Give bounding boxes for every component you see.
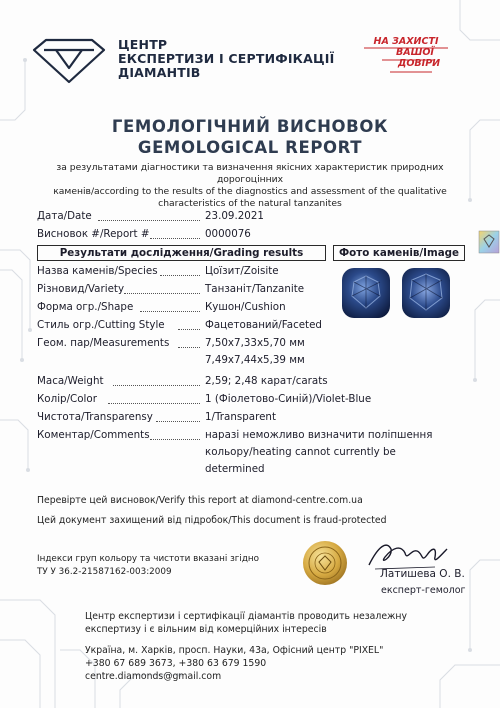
org-line-1: ЦЕНТР: [118, 37, 168, 52]
species-value: Цоїзит/Zoisite: [205, 265, 279, 277]
protect-line-2: ВАШОЇ: [396, 47, 434, 58]
report-title-en: GEMOLOGICAL REPORT: [137, 138, 363, 157]
weight-label: Маса/Weight: [37, 375, 104, 387]
address-email: centre.diamonds@gmail.com: [85, 671, 222, 682]
shape-value: Кушон/Cushion: [205, 301, 286, 313]
protect-line-3: ДОВІРИ: [397, 58, 441, 69]
variety-label: Різновид/Variety: [37, 283, 125, 295]
org-line-3: ДІАМАНТІВ: [118, 65, 201, 80]
color-dots: [108, 403, 200, 404]
measurements-value-1: 7,50x7,33x5,70 мм: [205, 337, 305, 349]
protect-line-1: НА ЗАХИСТІ: [373, 36, 439, 47]
weight-dots: [113, 385, 200, 386]
species-dots: [160, 275, 200, 276]
signer-role: експерт-гемолог: [381, 585, 466, 596]
org-line-2: ЕКСПЕРТИЗИ І СЕРТИФІКАЦІЇ: [118, 51, 335, 66]
tanzanite-stone-2-image: [398, 264, 454, 322]
measurements-value-2: 7,49x7,44x5,39 мм: [205, 354, 305, 366]
weight-value: 2,59; 2,48 карат/carats: [205, 375, 328, 387]
signer-name: Латишева О. В.: [380, 568, 465, 580]
address-line-1: Україна, м. Харків, просп. Науки, 43а, Офісний центр "PIXEL": [85, 645, 384, 656]
clarity-value: 1/Transparent: [205, 411, 276, 423]
fraud-protected-note: Цей документ захищений від підробок/This document is fraud-protected: [37, 515, 387, 526]
verify-note: Перевірте цей висновок/Verify this report at diamond-centre.com.ua: [37, 495, 363, 506]
clarity-dots: [156, 421, 200, 422]
clarity-label: Чистота/Transparensy: [37, 411, 153, 423]
variety-dots: [124, 293, 200, 294]
subtitle-line-3: characteristics of the natural tanzanites: [158, 198, 342, 209]
gold-seal-icon: [300, 538, 350, 588]
hologram-sticker-icon: [478, 230, 500, 254]
cutting-style-label: Стиль огр./Cutting Style: [37, 319, 165, 331]
date-label: Дата/Date: [37, 210, 92, 222]
variety-value: Танзаніт/Tanzanite: [205, 283, 305, 295]
species-label: Назва каменів/Species: [37, 265, 158, 277]
comments-line-3: determined: [205, 463, 265, 475]
date-value: 23.09.2021: [205, 210, 264, 222]
report-number-value: 0000076: [205, 228, 251, 240]
index-note-line-1: Індекси груп кольору та чистоти вказані згідно: [37, 554, 260, 564]
shape-dots: [140, 311, 200, 312]
footer-note-line-2: експертизу і є вільним від комерційних інтересів: [85, 624, 327, 635]
report-number-label: Висновок #/Report #: [37, 228, 150, 240]
report-title-ua: ГЕМОЛОГІЧНИЙ ВИСНОВОК: [111, 117, 389, 136]
trust-stamp: [360, 36, 452, 78]
footer-note-line-1: Центр експертизи і сертифікації діамантів проводить незалежну: [85, 611, 407, 622]
comments-dots: [150, 439, 200, 440]
subtitle-line-2: каменів/according to the results of the diagnostics and assessment of the qualitative: [53, 186, 447, 197]
organization-name: [118, 38, 334, 80]
tanzanite-stone-1-image: [338, 264, 394, 322]
cutting-style-dots: [178, 329, 200, 330]
grading-results-header: Результати дослідження/Grading results: [37, 245, 326, 261]
measurements-dots: [178, 347, 200, 348]
index-note-line-2: ТУ У 36.2-21587162-003:2009: [37, 567, 172, 577]
color-value: 1 (Фіолетово-Синій)/Violet-Blue: [205, 393, 372, 405]
subtitle-line-1: за результатами діагностики та визначення якісних характеристик природних дорогоцінних: [56, 162, 444, 185]
report-subtitle: [30, 162, 470, 210]
shape-label: Форма огр./Shape: [37, 301, 134, 313]
color-label: Колір/Color: [37, 393, 97, 405]
comments-label: Коментар/Comments: [37, 429, 150, 441]
date-dots: [98, 220, 200, 221]
report-number-dots: [150, 238, 200, 239]
address-phones: +380 67 689 3673, +380 63 679 1590: [85, 658, 267, 669]
cutting-style-value: Фацетований/Faceted: [205, 319, 322, 331]
measurements-label: Геом. пар/Measurements: [37, 337, 170, 349]
diamond-centre-logo-icon: [30, 36, 108, 86]
image-header: Фото каменів/Image: [333, 245, 465, 261]
comments-line-2: кольору/heating cannot currently be: [205, 446, 396, 458]
comments-line-1: наразі неможливо визначити поліпшення: [205, 429, 433, 441]
